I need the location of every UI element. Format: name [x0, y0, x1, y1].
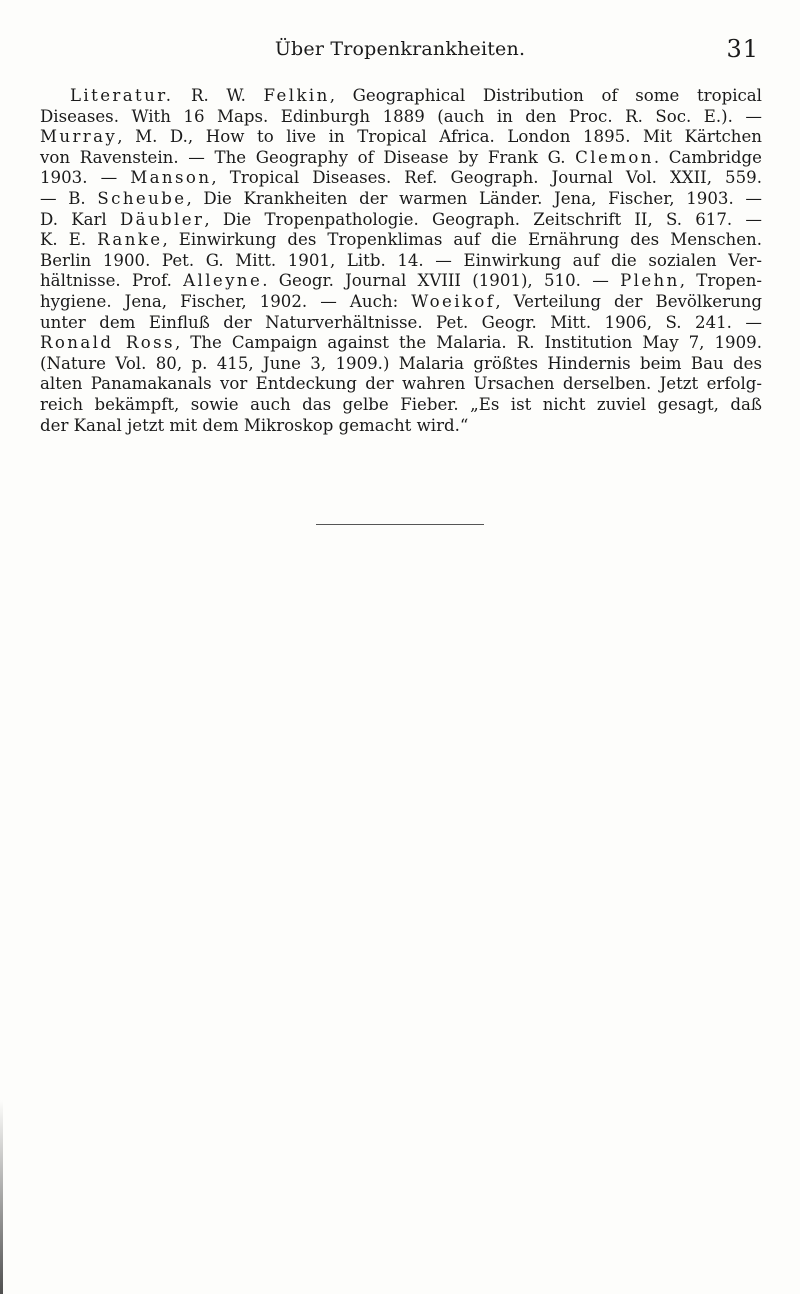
text-line — [40, 395, 762, 416]
running-head — [0, 36, 800, 66]
text-run: K. E. — [40, 230, 98, 250]
text-line — [40, 313, 762, 334]
text-line — [40, 189, 762, 210]
text-line — [40, 333, 762, 354]
text-line — [40, 374, 762, 395]
text-run: , Die Krankheiten der warmen Länder. Jena, Fischer, 1903. — — [186, 188, 762, 208]
text-run: unter dem Einfluß der Naturverhältnisse. Pet. Geogr. Mitt. 1906, S. 241. — — [40, 312, 762, 332]
text-line — [40, 107, 762, 128]
text-run: hältnisse. Prof. — [40, 271, 184, 291]
text-run: , The Campaign against the Malaria. R. Institution May 7, 1909. — [174, 333, 762, 353]
text-line — [40, 148, 762, 169]
text-line — [40, 292, 762, 313]
text-line — [40, 354, 762, 375]
text-run: . Cambridge — [653, 147, 762, 167]
spaced-name: Plehn — [620, 271, 680, 291]
text-line — [40, 168, 762, 189]
spaced-name: Clemon — [575, 147, 654, 167]
text-line — [40, 210, 762, 231]
text-run: , Tropical Diseases. Ref. Geograph. Journal Vol. XXII, 559. — [211, 168, 762, 188]
text-run: , Einwirkung des Tropenklimas auf die Ernährung des Menschen. — [162, 230, 762, 250]
text-run: , Tropen- — [679, 271, 763, 291]
text-run: hygiene. Jena, Fischer, 1902. — Auch: — [40, 291, 412, 311]
text-run: , Geographical Distribution of some tropical — [329, 86, 762, 105]
running-title: Über Tropenkrankheiten. — [274, 38, 526, 60]
text-run: — B. — [40, 188, 98, 208]
text-run: reich bekämpft, sowie auch das gelbe Fieber. „Es ist nicht zuviel gesagt, daß — [40, 394, 762, 414]
text-line — [40, 251, 762, 272]
spaced-name: Felkin — [263, 86, 330, 105]
section-rule — [316, 524, 484, 525]
spaced-name: Ranke — [97, 230, 163, 250]
spaced-name: Alleyne — [183, 271, 263, 291]
spaced-name: Scheube — [97, 188, 187, 208]
spaced-name: Woeikof — [411, 291, 496, 311]
text-run: (Nature Vol. 80, p. 415, June 3, 1909.) Malaria größtes Hindernis beim Bau des — [40, 353, 762, 373]
text-line — [40, 86, 762, 107]
text-run: alten Panamakanals vor Entdeckung der wahren Ursachen derselben. Jetzt erfolg- — [40, 374, 762, 394]
text-run: , Verteilung der Bevölkerung — [495, 291, 762, 311]
spaced-name: Literatur. — [70, 86, 174, 105]
text-run: Berlin 1900. Pet. G. Mitt. 1901, Litb. 14. — Einwirkung auf die sozialen Ver- — [40, 250, 762, 270]
text-run: . Geogr. Journal XVIII (1901), 510. — — [262, 271, 621, 291]
text-line — [40, 230, 762, 251]
spaced-name: Murray — [40, 127, 118, 147]
page-edge-shadow — [0, 1100, 3, 1294]
spaced-name: Manson — [130, 168, 212, 188]
text-line — [40, 271, 762, 292]
text-run: von Ravenstein. — The Geography of Disease by Frank G. — [40, 147, 576, 167]
text-line — [40, 127, 762, 148]
spaced-name: Ronald Ross — [40, 333, 175, 353]
page-number: 31 — [726, 35, 759, 63]
text-line — [40, 416, 762, 437]
text-run: , Die Tropenpathologie. Geograph. Zeitschrift II, S. 617. — — [204, 209, 762, 229]
text-run: D. Karl — [40, 209, 120, 229]
spaced-name: Däubler — [119, 209, 205, 229]
literature-paragraph — [40, 86, 762, 436]
text-run: der Kanal jetzt mit dem Mikroskop gemacht wird.“ — [40, 415, 469, 435]
text-run: 1903. — — [40, 168, 131, 188]
text-run: R. W. — [173, 86, 264, 105]
text-run: Diseases. With 16 Maps. Edinburgh 1889 (auch in den Proc. R. Soc. E.). — — [40, 106, 762, 126]
text-run: , M. D., How to live in Tropical Africa. London 1895. Mit Kärtchen — [117, 127, 762, 147]
